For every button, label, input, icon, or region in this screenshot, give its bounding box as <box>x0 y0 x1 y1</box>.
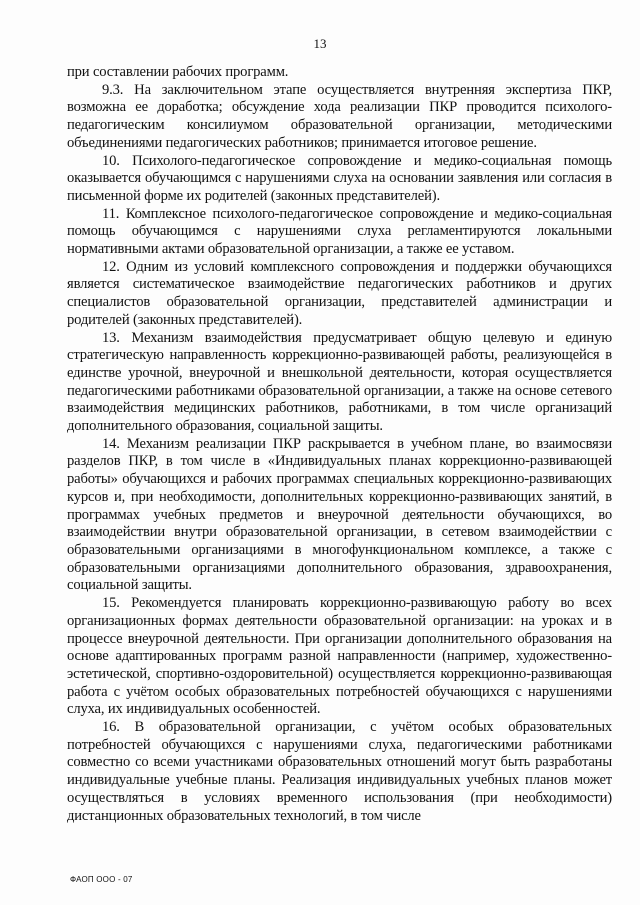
paragraph-continuation: при составлении рабочих программ. <box>67 64 289 80</box>
paragraph-15: 15. Рекомендуется планировать коррекционно-развивающую работу во всех организационных формах деятельности образовательной организации: на уроках и в процессе внеурочной деятельности. При организации дополнительного образования на основе адаптированных программ разной направленности (например, художественно-эстетической, спортивно-оздоровительной) осуществляется коррекционно-развивающая работа с учётом особых образовательных потребностей обучающихся с нарушениями слуха, их индивидуальных особенностей. <box>67 595 612 718</box>
page-number: 13 <box>313 36 327 51</box>
footer-document-code: ФАОП ООО - 07 <box>70 875 133 884</box>
paragraph-14: 14. Механизм реализации ПКР раскрывается в учебном плане, во взаимосвязи разделов ПКР, в том числе в «Индивидуальных планах коррекционно-развивающей работы» обучающихся и рабочих программах специальных коррекционно-развивающих курсов и, при необходимости, дополнительных коррекционно-развивающих занятий, в программах учебных предметов и внеурочной деятельности обучающихся, во взаимодействии внутри образовательной организации, в сетевом взаимодействии с образовательными организациями в многофункциональном комплексе, а также с образовательными организациями дополнительного образования, здравоохранения, социальной защиты. <box>67 435 612 594</box>
paragraph-13: 13. Механизм взаимодействия предусматривает общую целевую и единую стратегическую направленность коррекционно-развивающей работы, реализующейся в единстве урочной, внеурочной и внешкольной деятельности, которая осуществляется педагогическими работниками образовательной организации, а также на основе сетевого взаимодействия медицинских работников, работниками, в том числе организаций дополнительного образования, социальной защиты. <box>67 329 612 435</box>
paragraph-16: 16. В образовательной организации, с учётом особых образовательных потребностей обучающихся с нарушениями слуха, педагогическими работниками совместно со всеми участниками образовательных отношений могут быть разработаны индивидуальные учебные планы. Реализация индивидуальных учебных планов может осуществляться в условиях временного использования (при необходимости) дистанционных образовательных технологий, в том числе <box>67 719 612 824</box>
paragraph-9-3: 9.3. На заключительном этапе осуществляется внутренняя экспертиза ПКР, возможна ее доработка; обсуждение хода реализации ПКР проводится психолого-педагогическим консилиумом образовательной организации, методическими объединениями педагогических работников; принимается итоговое решение. <box>67 81 612 151</box>
paragraph-11: 11. Комплексное психолого-педагогическое сопровождение и медико-социальная помощь обучающимся с нарушениями слуха регламентируются локальными нормативными актами образовательной организации, а также ее уставом. <box>67 205 612 258</box>
paragraph-12: 12. Одним из условий комплексного сопровождения и поддержки обучающихся является систематическое взаимодействие педагогических работников и других специалистов образовательной организации, представителей администрации и родителей (законных представителей). <box>67 258 612 328</box>
document-body <box>67 64 612 825</box>
paragraph-10: 10. Психолого-педагогическое сопровождение и медико-социальная помощь оказывается обучающимся с нарушениями слуха на основании заявления или согласия в письменной форме их родителей (законных представителей). <box>67 152 612 204</box>
